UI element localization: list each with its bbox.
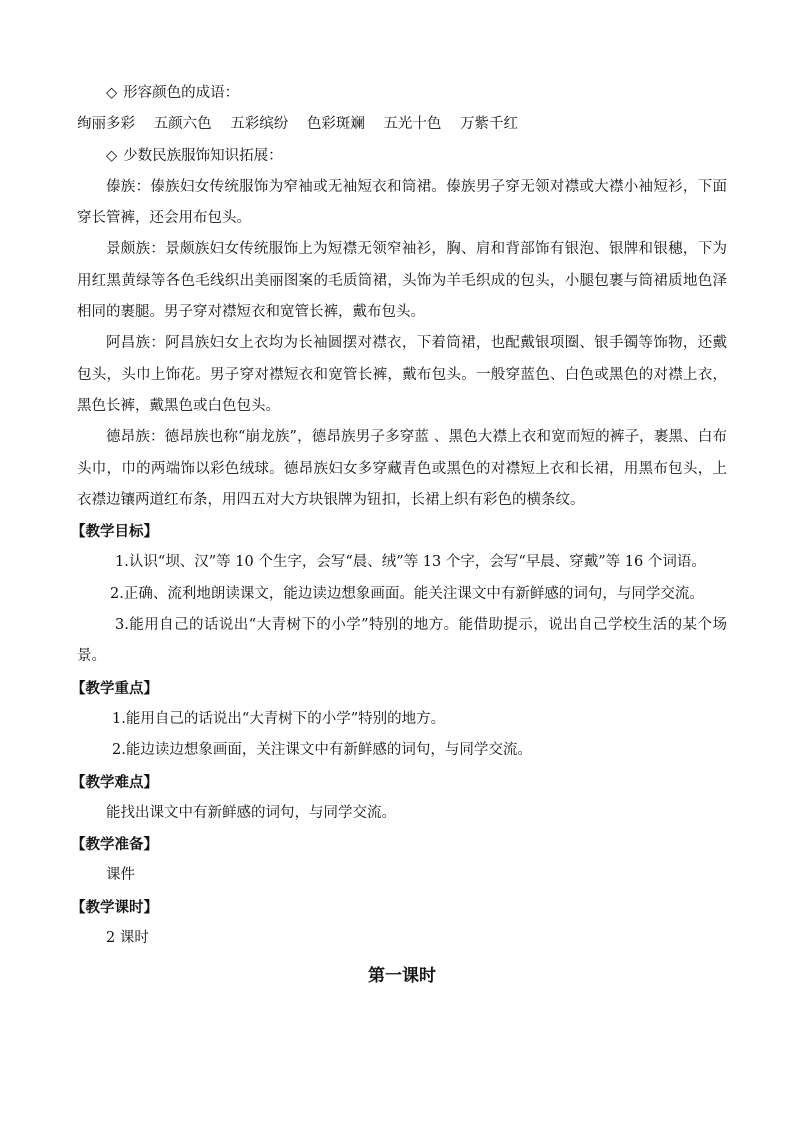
bullet-text: 少数民族服饰知识拓展： <box>123 147 283 164</box>
bullet-ethnic-costume <box>77 141 727 172</box>
idiom: 五颜六色 <box>153 116 212 133</box>
paragraph-achang: 阿昌族：阿昌族妇女上衣均为长袖圆摆对襟衣，下着筒裙，也配戴银项圈、银手镯等饰物，还戴包头，头巾上饰花。男子穿对襟短衣和宽管长裤，戴布包头。一般穿蓝色、白色或黑色的对襟上衣，黑色长裤，戴黑色或白色包头。 <box>77 335 727 414</box>
heading-key-points: 【教学重点】 <box>71 679 158 697</box>
idiom: 五彩缤纷 <box>230 116 289 133</box>
heading-difficulty: 【教学难点】 <box>71 773 158 791</box>
key-point-2: 2.能边读边想象画面，关注课文中有新鲜感的词句，与同学交流。 <box>112 742 532 759</box>
diamond-icon: ◇ <box>106 147 118 164</box>
goal-item-3: 3.能用自己的话说出“大青树下的小学”特别的地方。能借助提示，说出自己学校生活的某个场景。 <box>77 617 727 665</box>
idiom: 万紫千红 <box>460 116 519 133</box>
diamond-icon: ◇ <box>106 85 118 101</box>
paragraph-dai: 傣族：傣族妇女传统服饰为窄袖或无袖短衣和筒裙。傣族男子穿无领对襟或大襟小袖短衫，下面穿长管裤，还会用布包头。 <box>77 178 727 227</box>
paragraph-deang: 德昂族：德昂族也称“崩龙族”，德昂族男子多穿蓝 、黑色大襟上衣和宽而短的裤子，裹黑、白布头巾，巾的两端饰以彩色绒球。德昂族妇女多穿藏青色或黑色的对襟短上衣和长裙，用黑布包头，上衣襟边镶两道红布条，用四五对大方块银牌为钮扣，长裙上织有彩色的横条纹。 <box>77 429 727 508</box>
heading-class-hours: 【教学课时】 <box>71 898 158 916</box>
class-hours-text: 2 课时 <box>106 930 149 947</box>
goal-item-1: 1.认识“坝、汉”等 10 个生字，会写“晨、绒”等 13 个字，会写“早晨、穿戴”等 16 个词语。 <box>115 554 706 571</box>
difficulty-text: 能找出课文中有新鲜感的词句，与同学交流。 <box>106 804 396 821</box>
goal-item-2: 2.正确、流利地朗读课文，能边读边想象画面。能关注课文中有新鲜感的词句，与同学交流。 <box>110 585 704 602</box>
key-point-1: 1.能用自己的话说出“大青树下的小学”特别的地方。 <box>112 710 446 727</box>
bullet-text: 形容颜色的成语： <box>123 85 240 101</box>
document-page <box>71 78 727 994</box>
idiom: 绚丽多彩 <box>77 116 135 133</box>
section-title: 第一课时 <box>368 966 436 987</box>
idiom-list <box>77 109 727 140</box>
idiom: 色彩斑斓 <box>306 116 365 133</box>
heading-preparation: 【教学准备】 <box>71 836 158 854</box>
preparation-text: 课件 <box>106 867 135 884</box>
idiom: 五光十色 <box>383 116 442 133</box>
bullet-color-idioms <box>77 78 727 109</box>
paragraph-jingpo: 景颇族：景颇族妇女传统服饰上为短襟无领窄袖衫，胸、肩和背部饰有银泡、银牌和银穗，下为用红黑黄绿等各色毛线织出美丽图案的毛质筒裙，头饰为羊毛织成的包头，小腿包裹与筒裙质地色泽相同的裹腿。男子穿对襟短衣和宽管长裤，戴布包头。 <box>77 241 727 321</box>
heading-teaching-goals: 【教学目标】 <box>71 523 158 541</box>
